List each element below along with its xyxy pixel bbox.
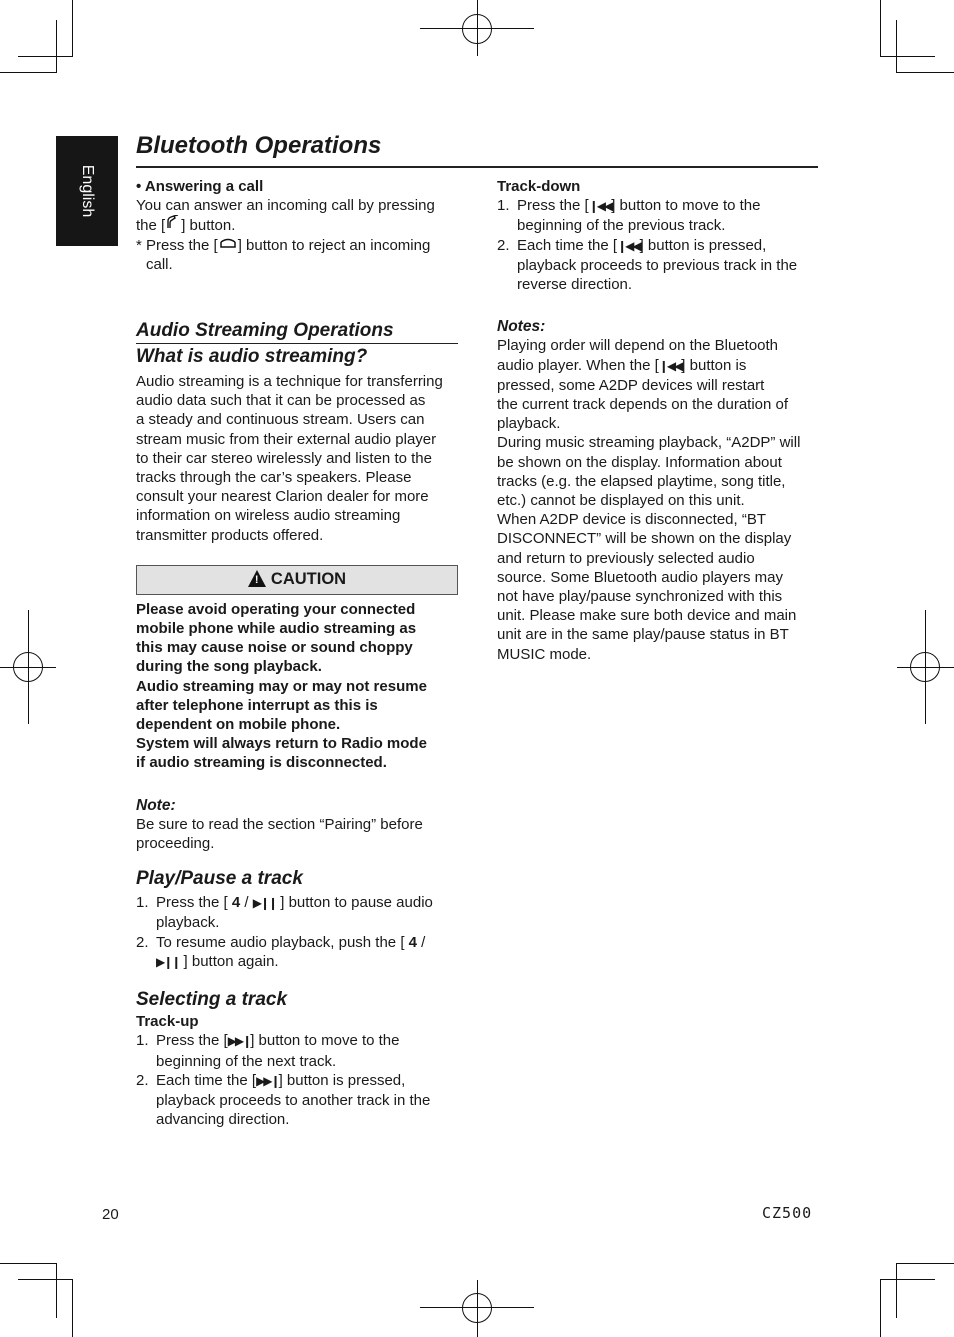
reject-line2: call.	[146, 255, 173, 273]
list-item: 1. Press the [ 4 / ▶❙❙ ] button to pause audio playback.	[136, 894, 433, 932]
right-column	[497, 177, 819, 664]
answering-line1: You can answer an incoming call by pressing	[136, 197, 435, 215]
page-title: Bluetooth Operations	[136, 132, 382, 159]
notes-text: Playing order will depend on the Bluetooth audio player. When the [❙◀◀] button is pressed, some A2DP devices will restart the current track depends on the duration of playback. During music streaming playback, “A2DP” will be shown on the display. Information about tracks (e.g. the elapsed playtime, song title, etc.) cannot be displayed on this unit. When A2DP device is disconnected, “BT DISCONNECT” will be shown on the display and return to previously selected audio source. Some Bluetooth audio players may not have play/pause synchronized with this unit. Please make sure both device and main unit are in the same play/pause status in BT MUSIC mode.	[497, 337, 801, 663]
list-item: 1. Press the [▶▶❙] button to move to the beginning of the next track.	[136, 1032, 400, 1070]
previous-track-icon: ❙◀◀	[658, 358, 682, 373]
play-pause-title: Play/Pause a track	[136, 868, 303, 890]
caution-box	[136, 565, 458, 595]
list-item: 2. Each time the [❙◀◀] button is pressed, playback proceeds to previous track in the reverse direction.	[497, 236, 798, 294]
audio-streaming-subtitle: What is audio streaming?	[136, 346, 368, 368]
caution-label: CAUTION	[270, 570, 347, 589]
answering-title: • Answering a call	[136, 178, 264, 195]
track-down-title: Track-down	[497, 178, 581, 195]
audio-streaming-body: Audio streaming is a technique for transferring audio data such that it can be processed as a steady and continuous stream. Users can stream music from their external audio player to their car stereo wirelessly and listen to the tracks through the car’s speakers. Please consult your nearest Clarion dealer for more information on wireless audio streaming transmitter products offered.	[136, 373, 443, 544]
play-pause-icon: ▶❙❙	[252, 896, 277, 911]
list-item: 2. To resume audio playback, push the [ 4 / ▶❙❙ ] button again.	[136, 933, 458, 972]
page-number: 20	[102, 1206, 119, 1223]
phone-answer-icon	[165, 215, 181, 235]
warning-icon: !	[248, 570, 266, 587]
left-column	[136, 177, 458, 1129]
list-item: 2. Each time the [▶▶❙] button is pressed, playback proceeds to another track in the advancing direction.	[136, 1071, 431, 1129]
model-name: CZ500	[762, 1204, 813, 1222]
play-pause-steps	[136, 893, 458, 972]
note-title: Note:	[136, 796, 176, 814]
previous-track-icon: ❙◀◀	[617, 238, 640, 253]
next-track-icon: ▶▶❙	[227, 1034, 251, 1049]
track-down-steps	[497, 196, 819, 294]
notes-title: Notes:	[497, 318, 546, 336]
caution-text: Please avoid operating your connected mobile phone while audio streaming as this may cause noise or sound choppy during the song playback. Audio streaming may or may not resume after telephone interrupt as this is dependent on mobile phone. System will always return to Radio mode if audio streaming is disconnected.	[136, 600, 427, 772]
reject-line1: * Press the [ ] button to reject an incoming	[136, 236, 431, 254]
audio-streaming-title: Audio Streaming Operations	[136, 318, 458, 344]
previous-track-icon: ❙◀◀	[588, 199, 612, 214]
track-up-title: Track-up	[136, 1013, 199, 1031]
play-pause-icon: ▶❙❙	[156, 954, 180, 969]
next-track-icon: ▶▶❙	[256, 1073, 279, 1088]
language-label: English	[79, 164, 96, 218]
phone-hangup-icon	[218, 236, 238, 255]
note-text: Be sure to read the section “Pairing” before proceeding.	[136, 815, 423, 853]
list-item: 1. Press the [❙◀◀] button to move to the beginning of the previous track.	[497, 197, 761, 235]
selecting-title: Selecting a track	[136, 989, 288, 1011]
title-rule	[136, 166, 818, 168]
answering-line2: the [ ] button.	[136, 217, 236, 235]
track-up-steps	[136, 1031, 458, 1129]
language-tab	[56, 136, 118, 246]
